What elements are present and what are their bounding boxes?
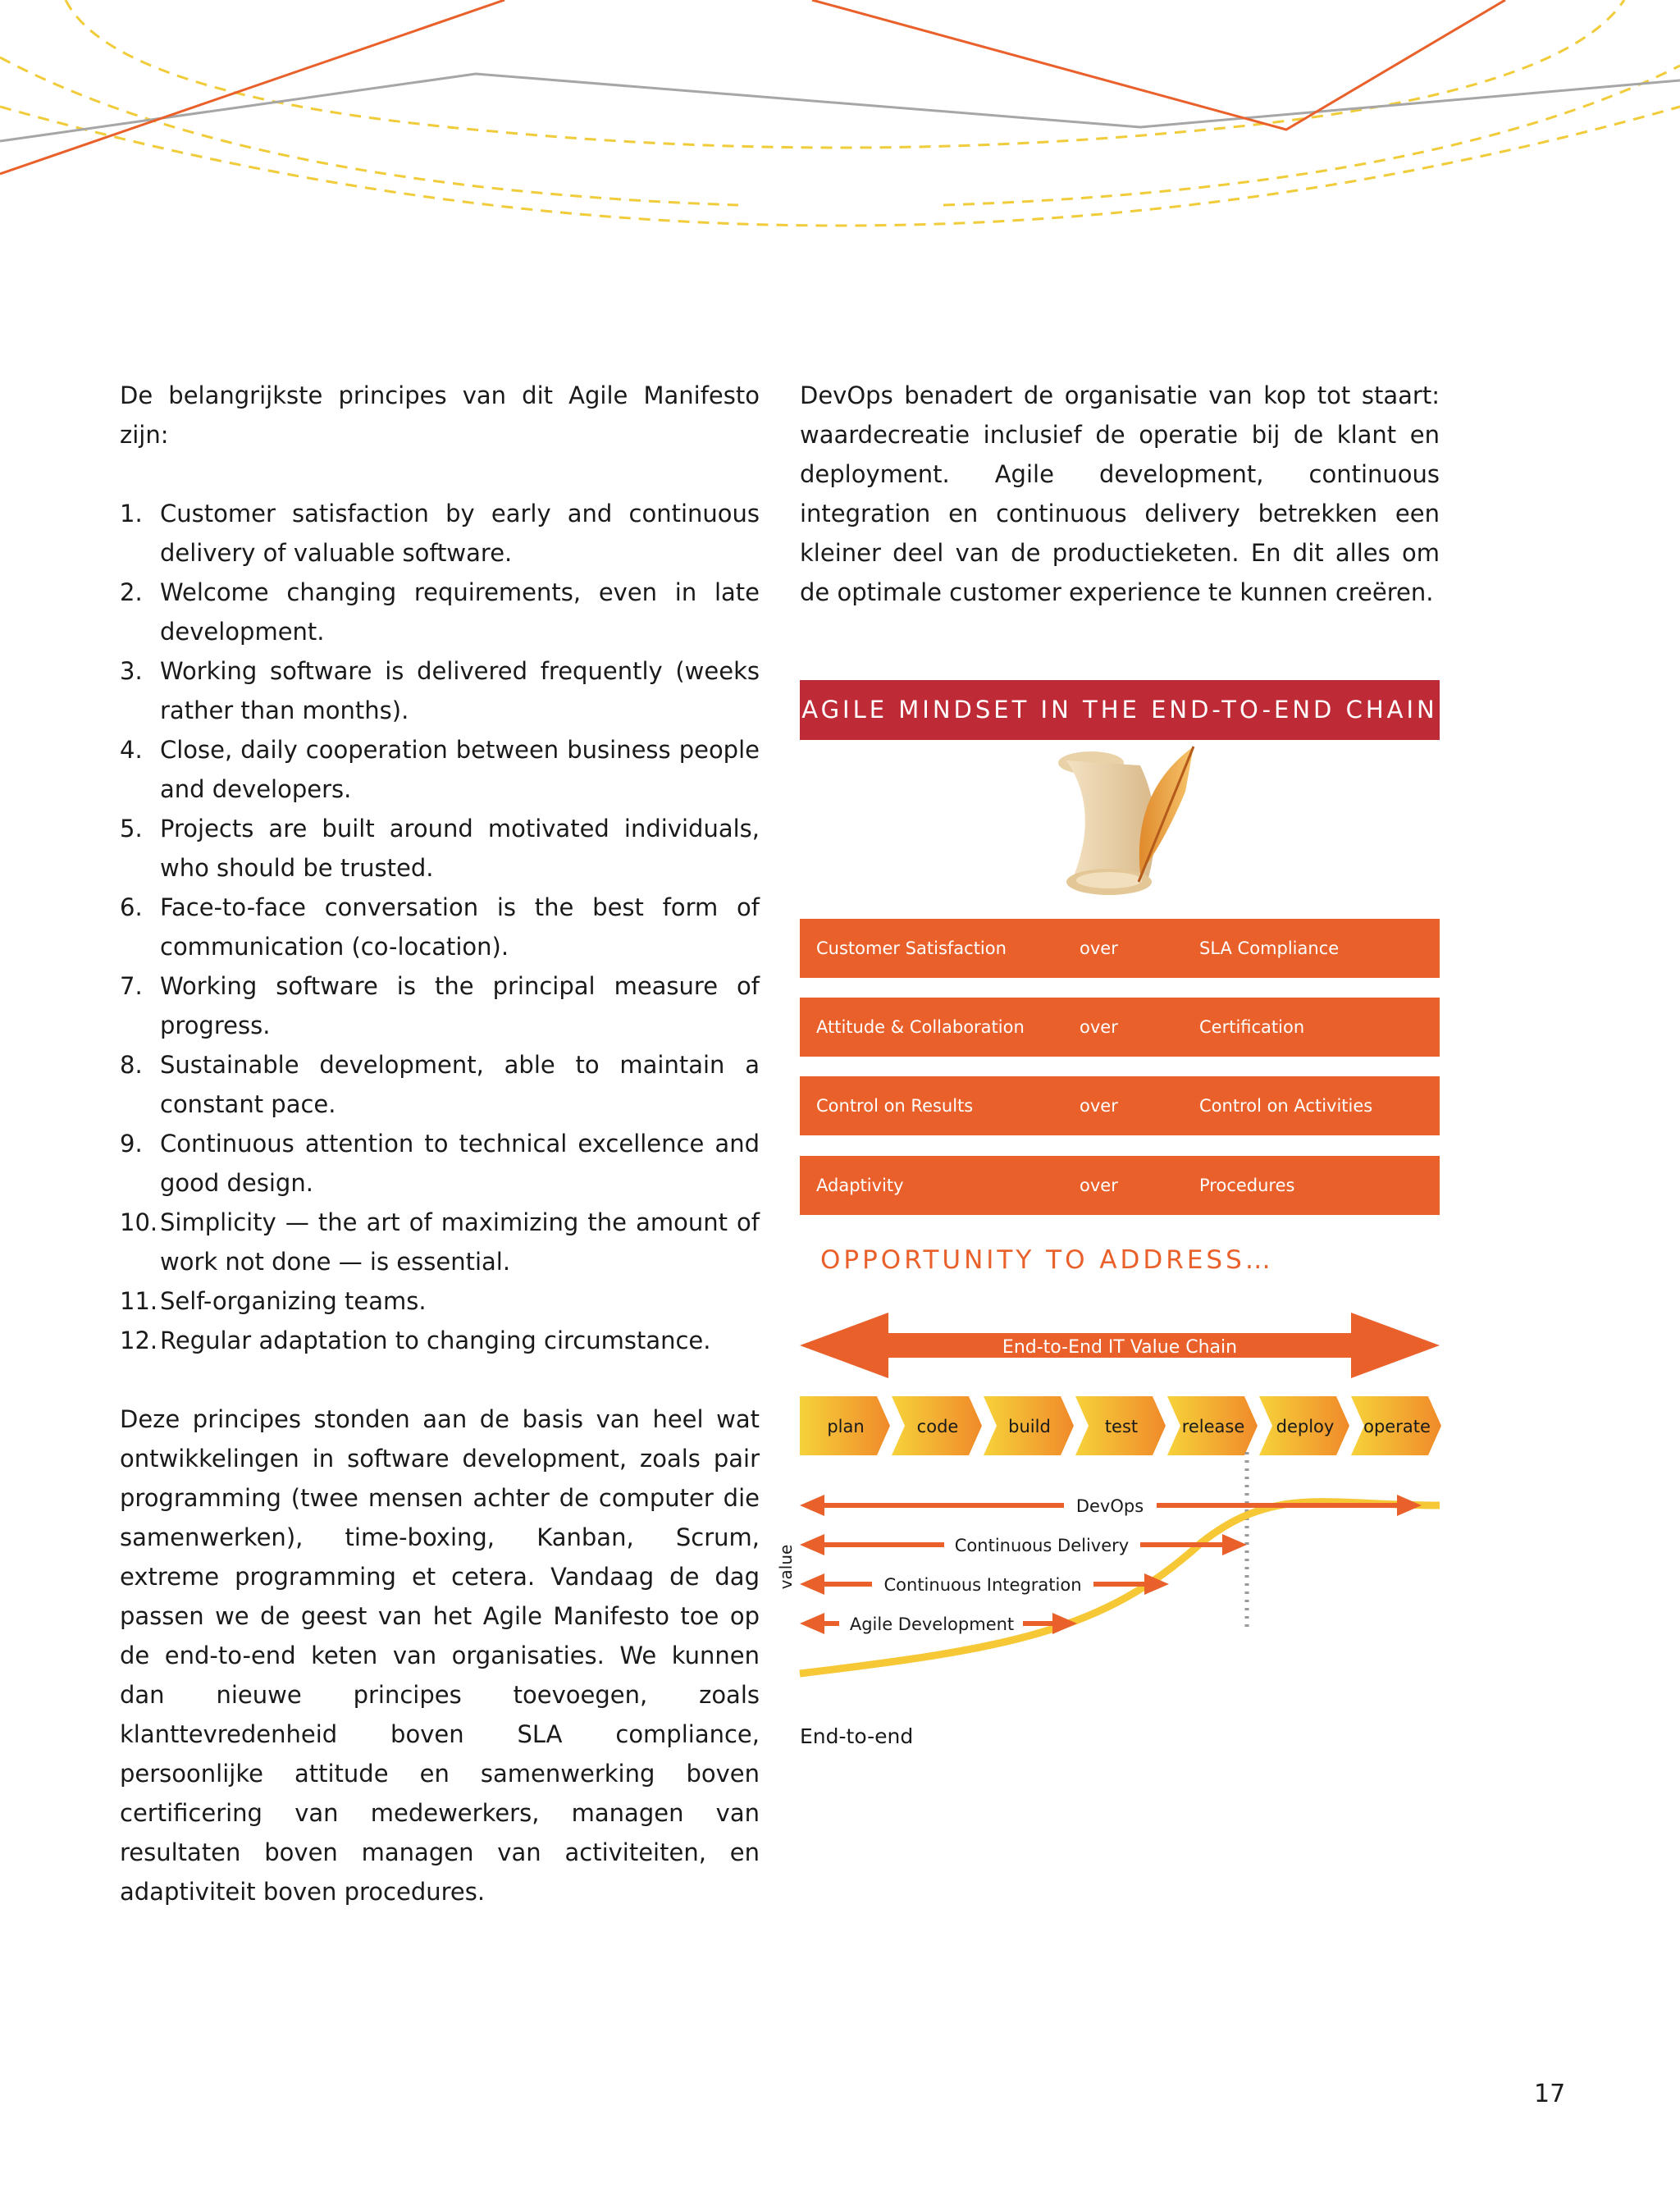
value-over: over xyxy=(1080,1176,1118,1195)
principle-text: Regular adaptation to changing circumstance. xyxy=(160,1327,711,1354)
value-over: over xyxy=(1080,1096,1118,1116)
figure-footer: End-to-end xyxy=(800,1724,914,1748)
stage-label-deploy: deploy xyxy=(1276,1417,1335,1436)
principle-item xyxy=(120,809,760,888)
principle-text: Working software is the principal measure of progress. xyxy=(160,972,760,1039)
axis-label-value: value xyxy=(776,1544,796,1590)
stage-label-operate: operate xyxy=(1363,1417,1431,1436)
value-right: Procedures xyxy=(1199,1176,1295,1195)
dashed-arc-small xyxy=(0,57,738,205)
principle-item xyxy=(120,1045,760,1124)
principle-item xyxy=(120,1203,760,1281)
stage-label-plan: plan xyxy=(827,1417,865,1436)
principle-text: Working software is delivered frequently (weeks rather than months). xyxy=(160,657,760,724)
principle-number: 8. xyxy=(120,1051,143,1079)
intro-text: De belangrijkste principes van dit Agile Manifesto zijn: xyxy=(120,381,760,449)
right-column xyxy=(800,376,1440,612)
scope-label-continuous-delivery: Continuous Delivery xyxy=(954,1536,1130,1555)
principle-text: Face-to-face conversation is the best form of communication (co-location). xyxy=(160,893,760,961)
principle-item xyxy=(120,573,760,651)
orange-line xyxy=(0,0,504,174)
principle-number: 10. xyxy=(120,1208,158,1236)
principle-number: 4. xyxy=(120,736,143,764)
dashed-arc-small-right xyxy=(943,66,1680,205)
principle-number: 11. xyxy=(120,1287,158,1315)
principle-number: 5. xyxy=(120,815,143,843)
principle-number: 9. xyxy=(120,1130,143,1158)
principle-number: 3. xyxy=(120,657,143,685)
stage-label-build: build xyxy=(1008,1417,1051,1436)
header-decoration xyxy=(0,0,1680,246)
principle-text: Customer satisfaction by early and continuous delivery of valuable software. xyxy=(160,500,760,567)
principles-list xyxy=(120,494,760,1360)
chain-label: End-to-End IT Value Chain xyxy=(1002,1337,1238,1358)
principle-number: 6. xyxy=(120,893,143,921)
stage-label-release: release xyxy=(1181,1417,1245,1436)
dashed-arc-inner xyxy=(66,0,1624,148)
body-paragraph: Deze principes stonden aan de basis van heel wat ontwikkelingen in software development, zoals pair programming (twee mensen achter de computer die samenwerken), time-boxing, Kanban, Scrum, extreme programming et cetera. Vandaag de dag passen we de geest van het Agile Manifesto toe op de end-to-end keten van organisaties. We kunnen dan nieuwe principes toevoegen, zoals klanttevredenheid boven SLA compliance, persoonlijke attitude en samenwerking boven certificering van medewerkers, managen van resultaten boven managen van activiteiten, en adaptiviteit boven procedures. xyxy=(120,1405,760,1906)
scope-label-agile-development: Agile Development xyxy=(849,1614,1015,1634)
principle-item xyxy=(120,1321,760,1360)
scope-label-continuous-integration: Continuous Integration xyxy=(883,1575,1082,1595)
scroll-quill-icon xyxy=(1042,742,1206,906)
principle-text: Sustainable development, able to maintain a constant pace. xyxy=(160,1051,760,1118)
value-row-4 xyxy=(800,1156,1440,1215)
value-row-2 xyxy=(800,998,1440,1057)
principle-number: 12. xyxy=(120,1327,158,1354)
principle-number: 2. xyxy=(120,578,143,606)
value-over: over xyxy=(1080,938,1118,958)
stage-chevrons xyxy=(800,1396,1441,1455)
principle-text: Self-organizing teams. xyxy=(160,1287,427,1315)
principle-item xyxy=(120,494,760,573)
value-row-1 xyxy=(800,919,1440,978)
devops-paragraph: DevOps benadert de organisatie van kop tot staart: waardecreatie inclusief de operatie bij de klant en deployment. Agile development, continuous integration en continuous delivery betrekken een kleiner deel van de productieketen. En dit alles om de optimale customer experience te kunnen creëren. xyxy=(800,381,1440,606)
value-left: Attitude & Collaboration xyxy=(816,1017,1025,1037)
grey-line xyxy=(0,74,1680,141)
figure-title: AGILE MINDSET IN THE END-TO-END CHAIN xyxy=(800,680,1440,740)
value-chain-diagram xyxy=(776,1304,1448,1690)
value-left: Control on Results xyxy=(816,1096,974,1116)
page-number: 17 xyxy=(1534,2080,1566,2108)
dashed-arc-outer xyxy=(0,107,1680,226)
principle-item xyxy=(120,966,760,1045)
principle-item xyxy=(120,1124,760,1203)
principle-text: Projects are built around motivated individuals, who should be trusted. xyxy=(160,815,760,882)
principle-item xyxy=(120,651,760,730)
principle-item xyxy=(120,730,760,809)
value-left: Adaptivity xyxy=(816,1176,904,1195)
value-right: Control on Activities xyxy=(1199,1096,1373,1116)
left-column xyxy=(120,376,760,1911)
principle-number: 1. xyxy=(120,500,143,527)
value-row-3 xyxy=(800,1076,1440,1135)
stage-label-test: test xyxy=(1104,1417,1139,1436)
scope-label-devops: DevOps xyxy=(1075,1496,1144,1516)
principle-text: Simplicity — the art of maximizing the amount of work not done — is essential. xyxy=(160,1208,760,1276)
principle-item xyxy=(120,888,760,966)
stage-label-code: code xyxy=(916,1417,959,1436)
value-over: over xyxy=(1080,1017,1118,1037)
value-left: Customer Satisfaction xyxy=(816,938,1007,958)
principle-text: Close, daily cooperation between business people and developers. xyxy=(160,736,760,803)
principle-text: Continuous attention to technical excellence and good design. xyxy=(160,1130,760,1197)
value-right: SLA Compliance xyxy=(1199,938,1340,958)
principle-text: Welcome changing requirements, even in late development. xyxy=(160,578,760,646)
principle-item xyxy=(120,1281,760,1321)
opportunity-heading: OPPORTUNITY TO ADDRESS… xyxy=(820,1245,1274,1275)
principle-number: 7. xyxy=(120,972,143,1000)
value-right: Certification xyxy=(1199,1017,1305,1037)
